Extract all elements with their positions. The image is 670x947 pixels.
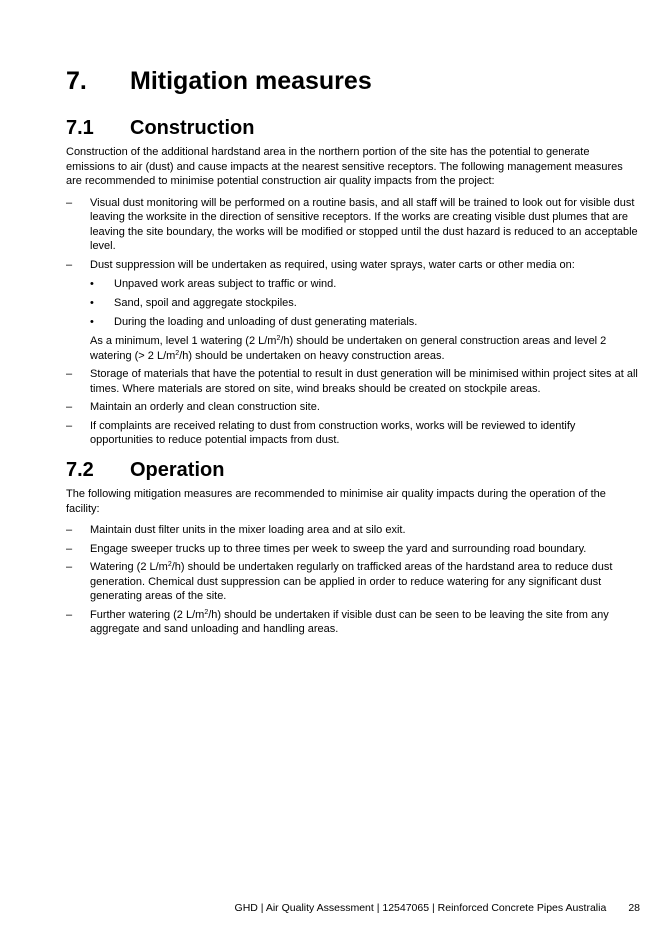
list-item	[66, 608, 640, 637]
dash-marker: –	[66, 401, 73, 413]
list-item-text: Dust suppression will be undertaken as required, using water sprays, water carts or other media on:	[90, 258, 575, 271]
operation-intro: The following mitigation measures are recommended to minimise air quality impacts during the operation of the facility:	[66, 488, 606, 515]
list-item-text: Further watering (2 $L/m^2/h$) should be undertaken if visible dust can be seen to be leaving the site from any aggregate and sand unloading and handling areas.	[90, 608, 609, 635]
list-item	[66, 560, 640, 604]
sub-list-item-text: During the loading and unloading of dust generating materials.	[114, 316, 418, 328]
page-footer	[235, 902, 640, 914]
dash-marker: –	[66, 524, 73, 536]
sub-list-item-text: Unpaved work areas subject to traffic or wind.	[114, 278, 337, 290]
list-item	[66, 258, 640, 364]
section-title: Construction	[130, 117, 255, 139]
construction-intro: Construction of the additional hardstand area in the northern portion of the site has the potential to generate emissions to air (dust) and cause impacts at the nearest sensitive receptors. The following management measures are recommended to minimise potential construction air quality impacts from the project:	[66, 146, 623, 187]
list-item	[66, 523, 640, 538]
list-item	[66, 542, 640, 557]
section-construction	[66, 116, 640, 452]
list-item-text: Maintain an orderly and clean construction site.	[90, 401, 320, 413]
sub-list-item	[90, 277, 640, 292]
list-item-text: Engage sweeper trucks up to three times per week to sweep the yard and surrounding road boundary.	[90, 542, 587, 555]
chapter-title: Mitigation measures	[130, 67, 372, 95]
page-number: 28	[628, 902, 640, 914]
sub-list-item	[90, 315, 640, 330]
section-heading-construction	[66, 116, 640, 140]
dash-marker: –	[66, 196, 73, 209]
list-item	[66, 419, 640, 448]
list-item	[66, 367, 640, 396]
list-item-text: Watering (2 $L/m^2/h$) should be undertaken regularly on trafficked areas of the hardstand area to reduce dust generation. Chemical dust suppression can be applied in order to reduce watering for any significant dust generating areas of the site.	[90, 561, 613, 602]
chapter-heading	[66, 66, 372, 96]
dust-suppression-sublist	[90, 277, 640, 330]
list-item-text: Storage of materials that have the potential to result in dust generation will be minimised within project sites at all times. Where materials are stored on site, wind breaks should be created on stockpile areas.	[90, 368, 638, 395]
section-number: 7.2	[66, 459, 94, 481]
dash-marker: –	[66, 368, 73, 380]
list-item	[66, 400, 640, 415]
chapter-number: 7.	[66, 67, 87, 95]
dash-marker: –	[66, 608, 73, 621]
dash-marker: –	[66, 561, 73, 573]
sub-list-item	[90, 296, 640, 311]
list-item-text: Maintain dust filter units in the mixer loading area and at silo exit.	[90, 524, 406, 536]
watering-level-note: As a minimum, level 1 watering (2 $L/m^2/h$) should be undertaken on general construction areas and level 2 watering (> 2 $L/m^2/h$) should be undertaken on heavy construction areas.	[90, 335, 607, 362]
list-item-text: If complaints are received relating to dust from construction works, works will be reviewed to identify opportunities to reduce potential impacts from dust.	[90, 419, 576, 446]
section-title: Operation	[130, 459, 225, 481]
section-number: 7.1	[66, 117, 94, 139]
construction-measures-list	[66, 196, 640, 448]
bullet-marker: •	[90, 297, 94, 309]
list-item	[66, 196, 640, 254]
bullet-marker: •	[90, 278, 94, 290]
dash-marker: –	[66, 258, 73, 271]
section-heading-operation	[66, 458, 640, 482]
operation-measures-list	[66, 523, 640, 637]
sub-list-item-text: Sand, spoil and aggregate stockpiles.	[114, 297, 297, 309]
dash-marker: –	[66, 542, 73, 555]
list-item-text: Visual dust monitoring will be performed on a routine basis, and all staff will be trained to look out for visible dust leaving the worksite in the direction of sensitive receptors. If the works are creating visible dust plumes that are leaving the site boundary, the works will be modified or stopped until the dust hazard is reduced to an acceptable level.	[90, 196, 638, 252]
footer-text: GHD | Air Quality Assessment | 12547065 | Reinforced Concrete Pipes Australia	[234, 902, 607, 914]
bullet-marker: •	[90, 316, 94, 328]
dash-marker: –	[66, 419, 73, 432]
section-operation	[66, 458, 640, 641]
